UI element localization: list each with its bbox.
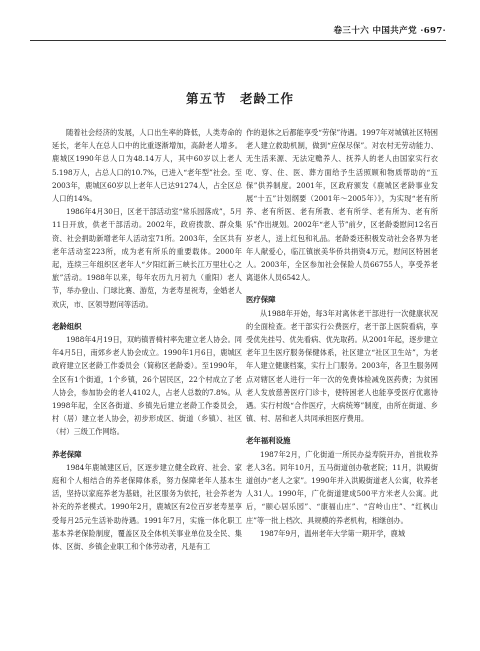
right-text-column [246,126,438,540]
header-text: 卷三十六 中国共产党 ·697· [333,26,446,36]
left-text-column [52,126,242,553]
subsection-heading: 养老保障 [52,449,82,459]
body-paragraph: 1988年4月19日，双屿镇晋椅村率先建立老人协会。同年4月5日，南郊乡老人协会成立。1990年1月6日，鹿城区政府建立区老龄工作委员会（简称区老龄委）。至1990年，全区有1个街道，1个乡镇，26个居民区，22个村成立了老人协会，参加协会的老人4102人，占老人总数的7.8%。从1998年起，全区各街道、乡镇先后建立老龄工作委员会，村（居）建立老人协会，初步形成区、街道（乡镇）、社区（村）三级工作网络。 [52,335,242,437]
section-title: 第五节 老龄工作 [185,91,294,106]
body-paragraph: 随着社会经济的发展，人口出生率的降低，人类寿命的延长，老年人在总人口中的比重逐渐增加，高龄老人增多。鹿城区1990年总人口为48.14万人，其中60岁以上老人5.198万人，占总人口的10.7%，已进入“老年型”社会。至2003年，鹿城区60岁以上老年人已达91274人，占全区总人口的14%。 [52,128,242,204]
paragraph-gap [52,439,242,448]
body-paragraph: 1986年4月30日，区老干部活动室“常乐园落成”，5月11日开放，供老干部活动。2002年，政府拨款、群众集资、社会捐助新增老年人活动室71所。2003年，全区共有老年活动室223所，成为老有所乐的重要载体。2000年起，连续三年组织区老年人“夕阳红新三峡长江万里壮心之旅”活动。1988年以来，每年农历九月初九（重阳）老人节，举办登山、门球比赛、游览，为老寿星祝寿，金婚老人欢庆，市、区领导慰问等活动。 [52,207,242,309]
paragraph-gap [246,284,438,293]
body-paragraph: 1984年鹿城建区后，区逐步建立健全政府、社会、家庭和个人相结合的养老保障体系，努力保障老年人基本生活，坚持以家庭养老为基础，社区服务为依托，社会养老为补充的养老模式。1990年2月，鹿城区有2位百岁老寿星享受每月25元生活补助待遇。1991年7月，实施一体化职工基本养老保险制度，覆盖区及全体机关事业单位及全民、集体、区街、乡镇企业职工和个体劳动者，凡是有工 [52,462,242,552]
subsection-heading: 老龄组织 [52,321,82,331]
subsection-heading: 医疗保障 [246,295,276,305]
body-paragraph: 1987年2月，广化街道一所民办益寿院开办，首批收养老人3名。同年10月，五马街道创办敬老院；11月，洪殿街道创办“老人之家”。1990年并入洪殿街道老人公寓，收养老人31人。1990年，广化街道建成500平方米老人公寓。此后，“颐心居乐园”、“康福山庄”、“宫岭山庄”、“红枫山庄”等一批上档次、具规模的养老机构，相继创办。 [246,449,438,525]
body-paragraph: 从1988年开始，每3年对离休老干部进行一次健康状况的全面检查。老干部实行公费医疗，老干部上医院看病，享受优先挂号、优先看病、优先取药。从2001年起，逐步建立老年卫生医疗服务保健体系，社区建立“社区卫生站”，为老年人建立健康档案，实行上门服务。2003年，各卫生服务网点对辖区老人进行一年一次的免费体检减免医药费；为贫困老人发放慈善医疗门诊卡，使特困老人也能享受医疗优惠待遇。实行村级“合作医疗，大病统筹”制度，由所在街道、乡镇、村、居和老人共同承担医疗费用。 [246,308,438,424]
body-paragraph: 作的退休之后都能享受“劳保”待遇。1997年对城镇社区特困老人建立救助机制，做到“应保尽保”。对农村无劳动能力、无生活来源、无法定赡养人、抚养人的老人由国家实行衣吃、穿、住、医、葬方面给予生活照顾和物质帮助的“五保”供养制度。2001年，区政府颁发《鹿城区老龄事业发展“十五”计划纲要（2001年～2005年）》，为实现“老有所养、老有所医、老有所教、老有所学、老有所为、老有所乐”作出规划。2002年“老人节”前夕，区老龄委慰问12名百岁老人，送上红包和礼品。老龄委还积极发动社会各界为老年人献爱心，临江镇嵌美华侨共捐资4万元，慰问区特困老人。2003年，全区参加社会保险人员66755人，享受养老离退休人员6542人。 [246,128,438,283]
running-header [30,22,446,41]
body-paragraph: 1987年9月，温州老年大学第一期开学，鹿城 [260,528,406,538]
paragraph-gap [246,425,438,434]
paragraph-gap [52,311,242,320]
subsection-heading: 老年福利设施 [246,436,291,446]
